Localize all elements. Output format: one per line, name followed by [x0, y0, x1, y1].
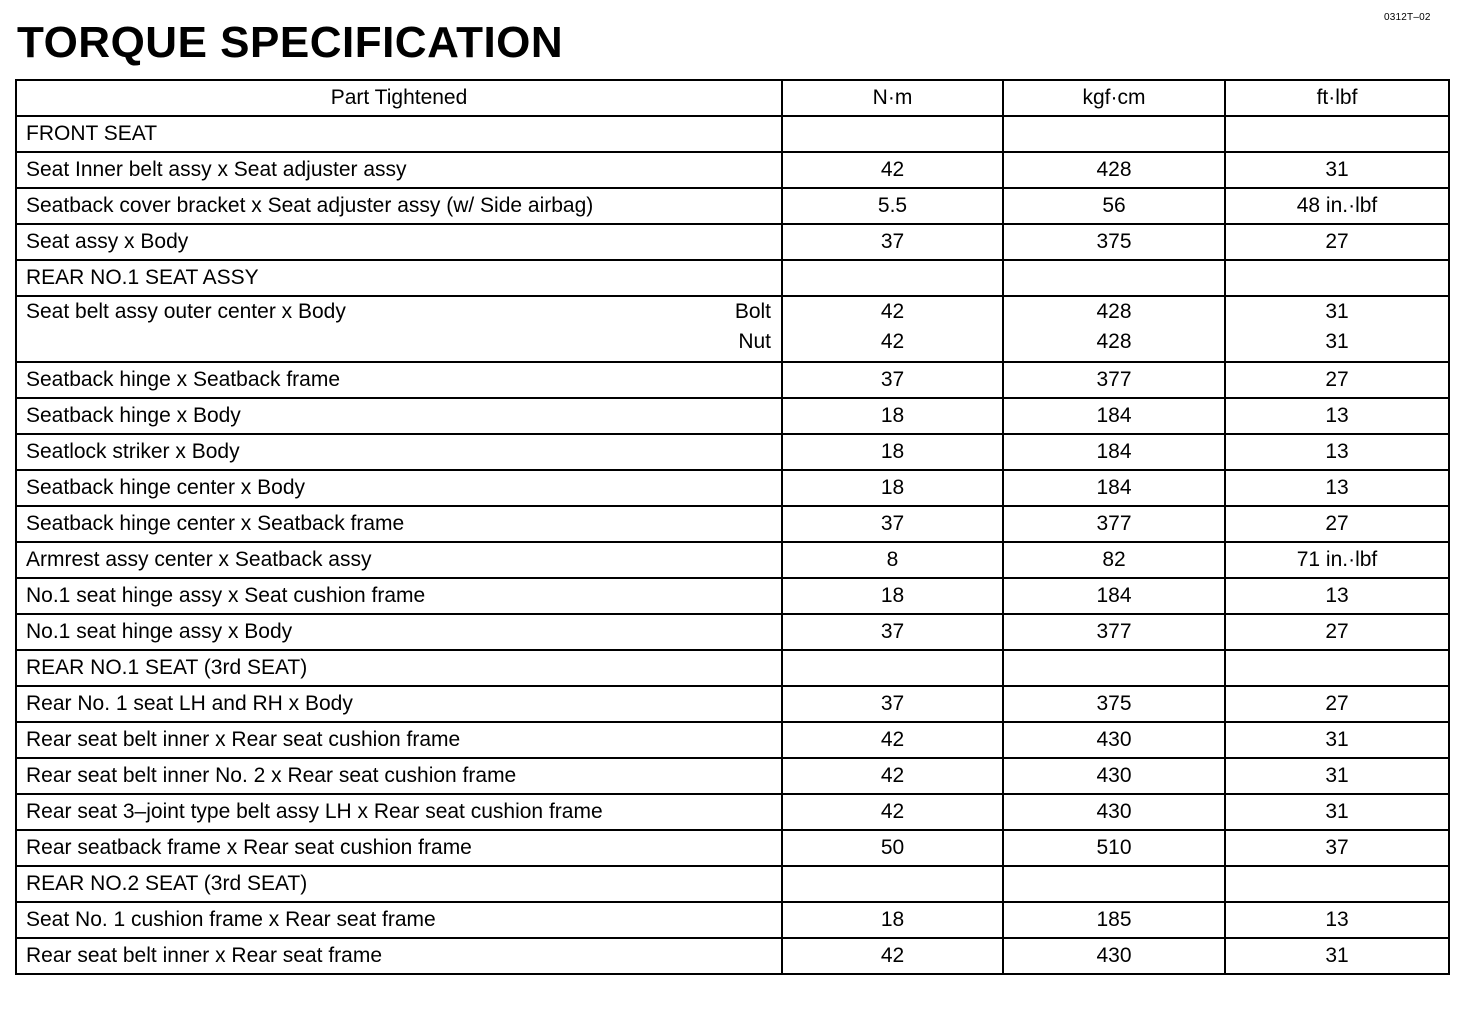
kgfcm-cell: 184 — [1003, 578, 1225, 614]
kgfcm-cell: 56 — [1003, 188, 1225, 224]
kgfcm-cell — [1003, 116, 1225, 152]
nm-cell — [782, 866, 1003, 902]
table-row — [16, 188, 1449, 224]
part-cell: Seatback hinge x Seatback frame — [16, 362, 782, 398]
nm-cell: 42 — [782, 152, 1003, 188]
ftlbf-cell: 37 — [1225, 830, 1449, 866]
kgfcm-cell: 184 — [1003, 470, 1225, 506]
section-title: REAR NO.1 SEAT (3rd SEAT) — [16, 650, 782, 686]
kgfcm-cell: 430 — [1003, 794, 1225, 830]
nm-cell: 42 — [782, 722, 1003, 758]
nm-cell — [782, 116, 1003, 152]
page-title: TORQUE SPECIFICATION — [17, 18, 564, 67]
ftlbf-cell: 71 in.·lbf — [1225, 542, 1449, 578]
part-cell: Seat assy x Body — [16, 224, 782, 260]
ftlbf-cell — [1225, 296, 1449, 362]
kgfcm-cell: 430 — [1003, 722, 1225, 758]
kgfcm-cell: 184 — [1003, 434, 1225, 470]
table-row — [16, 398, 1449, 434]
kgfcm-cell-values — [1004, 297, 1224, 357]
section-row — [16, 650, 1449, 686]
nm-cell: 18 — [782, 470, 1003, 506]
section-title: REAR NO.1 SEAT ASSY — [16, 260, 782, 296]
section-row — [16, 116, 1449, 152]
part-cell: Seat Inner belt assy x Seat adjuster assy — [16, 152, 782, 188]
table-row — [16, 152, 1449, 188]
kgfcm-cell-value: 428 — [1096, 330, 1132, 353]
ftlbf-cell: 13 — [1225, 470, 1449, 506]
part-cell: Seatback hinge center x Body — [16, 470, 782, 506]
table-row — [16, 542, 1449, 578]
section-title: REAR NO.2 SEAT (3rd SEAT) — [16, 866, 782, 902]
nm-cell: 42 — [782, 938, 1003, 974]
part-cell: No.1 seat hinge assy x Seat cushion frame — [16, 578, 782, 614]
ftlbf-cell: 13 — [1225, 578, 1449, 614]
part-name: Seat belt assy outer center x Body — [26, 300, 346, 323]
table-row — [16, 362, 1449, 398]
kgfcm-cell: 375 — [1003, 686, 1225, 722]
table-row — [16, 686, 1449, 722]
ftlbf-cell-value: 31 — [1325, 300, 1349, 323]
ftlbf-cell — [1225, 116, 1449, 152]
document-code: 0312T–02 — [1384, 12, 1431, 23]
nm-cell-value: 42 — [880, 330, 905, 353]
kgfcm-cell: 377 — [1003, 362, 1225, 398]
torque-spec-table — [15, 79, 1450, 975]
part-cell: No.1 seat hinge assy x Body — [16, 614, 782, 650]
kgfcm-cell: 377 — [1003, 506, 1225, 542]
column-header-part: Part Tightened — [16, 80, 782, 116]
nm-cell: 18 — [782, 902, 1003, 938]
nm-cell-values — [783, 297, 1002, 357]
kgfcm-cell — [1003, 296, 1225, 362]
part-cell: Rear seat belt inner No. 2 x Rear seat cushion frame — [16, 758, 782, 794]
ftlbf-cell: 27 — [1225, 614, 1449, 650]
nm-cell: 18 — [782, 578, 1003, 614]
ftlbf-cell — [1225, 866, 1449, 902]
ftlbf-cell-values — [1226, 297, 1448, 357]
part-cell: Seatback cover bracket x Seat adjuster assy (w/ Side airbag) — [16, 188, 782, 224]
part-cell: Seatback hinge x Body — [16, 398, 782, 434]
column-header-ftlbf: ft·lbf — [1225, 80, 1449, 116]
header-row — [16, 80, 1449, 116]
ftlbf-cell: 13 — [1225, 434, 1449, 470]
ftlbf-cell: 31 — [1225, 758, 1449, 794]
fastener-label: Nut — [738, 330, 771, 353]
ftlbf-cell: 13 — [1225, 902, 1449, 938]
part-cell: Seat No. 1 cushion frame x Rear seat frame — [16, 902, 782, 938]
kgfcm-cell: 377 — [1003, 614, 1225, 650]
ftlbf-cell: 31 — [1225, 722, 1449, 758]
table-row — [16, 830, 1449, 866]
kgfcm-cell: 430 — [1003, 938, 1225, 974]
part-cell: Seatback hinge center x Seatback frame — [16, 506, 782, 542]
kgfcm-cell: 184 — [1003, 398, 1225, 434]
nm-cell: 37 — [782, 362, 1003, 398]
ftlbf-cell — [1225, 260, 1449, 296]
ftlbf-cell: 48 in.·lbf — [1225, 188, 1449, 224]
nm-cell: 37 — [782, 686, 1003, 722]
ftlbf-cell: 13 — [1225, 398, 1449, 434]
ftlbf-cell — [1225, 650, 1449, 686]
part-cell: Rear seat belt inner x Rear seat cushion frame — [16, 722, 782, 758]
table-row — [16, 794, 1449, 830]
part-cell: Armrest assy center x Seatback assy — [16, 542, 782, 578]
kgfcm-cell — [1003, 866, 1225, 902]
table-row — [16, 758, 1449, 794]
nm-cell — [782, 650, 1003, 686]
part-cell: Rear No. 1 seat LH and RH x Body — [16, 686, 782, 722]
kgfcm-cell: 185 — [1003, 902, 1225, 938]
nm-cell — [782, 296, 1003, 362]
nm-cell: 37 — [782, 506, 1003, 542]
ftlbf-cell: 27 — [1225, 224, 1449, 260]
fastener-label: Bolt — [734, 300, 771, 323]
ftlbf-cell: 27 — [1225, 686, 1449, 722]
part-cell: Seatlock striker x Body — [16, 434, 782, 470]
kgfcm-cell — [1003, 260, 1225, 296]
kgfcm-cell: 510 — [1003, 830, 1225, 866]
nm-cell: 18 — [782, 434, 1003, 470]
ftlbf-cell: 31 — [1225, 152, 1449, 188]
part-cell: Rear seat belt inner x Rear seat frame — [16, 938, 782, 974]
table-header — [16, 80, 1449, 116]
table-row — [16, 578, 1449, 614]
nm-cell: 8 — [782, 542, 1003, 578]
kgfcm-cell — [1003, 650, 1225, 686]
kgfcm-cell: 82 — [1003, 542, 1225, 578]
part-cell: Rear seat 3–joint type belt assy LH x Rear seat cushion frame — [16, 794, 782, 830]
kgfcm-cell: 428 — [1003, 152, 1225, 188]
kgfcm-cell-value: 428 — [1096, 300, 1132, 323]
nm-cell: 18 — [782, 398, 1003, 434]
column-header-nm: N·m — [782, 80, 1003, 116]
ftlbf-cell: 31 — [1225, 938, 1449, 974]
table-row — [16, 224, 1449, 260]
table-row — [16, 506, 1449, 542]
table-row — [16, 938, 1449, 974]
table-row — [16, 434, 1449, 470]
ftlbf-cell: 31 — [1225, 794, 1449, 830]
ftlbf-cell: 27 — [1225, 506, 1449, 542]
table-body — [16, 116, 1449, 974]
nm-cell-value: 42 — [880, 300, 905, 323]
section-title: FRONT SEAT — [16, 116, 782, 152]
ftlbf-cell-value: 31 — [1325, 330, 1349, 353]
part-cell: Rear seatback frame x Rear seat cushion frame — [16, 830, 782, 866]
nm-cell: 42 — [782, 794, 1003, 830]
nm-cell: 42 — [782, 758, 1003, 794]
part-cell — [16, 296, 782, 362]
section-row — [16, 260, 1449, 296]
nm-cell: 37 — [782, 224, 1003, 260]
table-row — [16, 902, 1449, 938]
fastener-list — [735, 297, 771, 357]
column-header-kgfcm: kgf·cm — [1003, 80, 1225, 116]
nm-cell: 50 — [782, 830, 1003, 866]
ftlbf-cell: 27 — [1225, 362, 1449, 398]
kgfcm-cell: 375 — [1003, 224, 1225, 260]
section-row — [16, 866, 1449, 902]
table-row — [16, 614, 1449, 650]
table-row — [16, 470, 1449, 506]
nm-cell: 5.5 — [782, 188, 1003, 224]
nm-cell — [782, 260, 1003, 296]
nm-cell: 37 — [782, 614, 1003, 650]
table-row — [16, 296, 1449, 362]
table-row — [16, 722, 1449, 758]
kgfcm-cell: 430 — [1003, 758, 1225, 794]
